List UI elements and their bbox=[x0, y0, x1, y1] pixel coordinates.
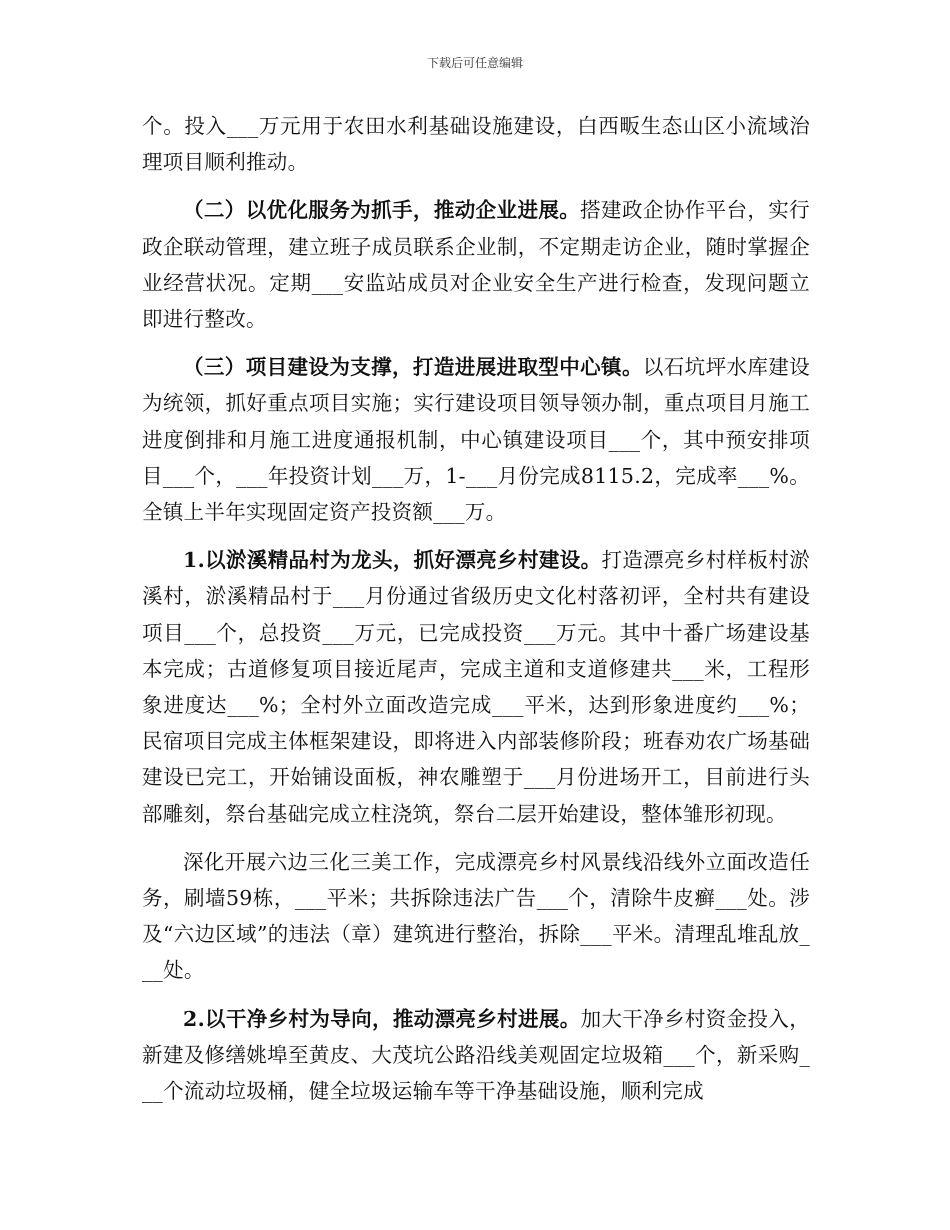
paragraph-4-heading: 1.以淤溪精品村为龙头，抓好漂亮乡村建设。 bbox=[183, 548, 602, 573]
paragraph-2 bbox=[142, 192, 810, 337]
paragraph-3 bbox=[142, 349, 810, 530]
paragraph-2-text: 搭建政企协作平台，实行政企联动管理，建立班子成员联系企业制，不定期走访企业，随时掌握企业经营状况。定期___安监站成员对企业安全生产进行检查，发现问题立即进行整改。 bbox=[142, 198, 810, 332]
paragraph-4 bbox=[142, 542, 810, 832]
paragraph-6 bbox=[142, 1001, 810, 1110]
paragraph-5 bbox=[142, 844, 810, 989]
paragraph-2-heading: （二）以优化服务为抓手，推动企业进展。 bbox=[183, 198, 581, 223]
paragraph-4-text: 打造漂亮乡村样板村淤溪村，淤溪精品村于___月份通过省级历史文化村落初评，全村共有建设项目___个，总投资___万元，已完成投资___万元。其中十番广场建设基本完成；古道修复项目接近尾声，完成主道和支道修建共___米，工程形象进度达___%；全村外立面改造完成___平米，达到形象进度约___%；民宿项目完成主体框架建设，即将进入内部装修阶段；班春劝农广场基础建设已完工，开始铺设面板，神农雕塑于___月份进场开工，目前进行头部雕刻，祭台基础完成立柱浇筑，祭台二层开始建设，整体雏形初现。 bbox=[142, 548, 811, 826]
paragraph-1-text: 个。投入___万元用于农田水利基础设施建设，白西畈生态山区小流域治理项目顺利推动。 bbox=[142, 114, 810, 175]
paragraph-6-heading: 2.以干净乡村为导向，推动漂亮乡村进展。 bbox=[183, 1006, 581, 1031]
page-header-note: 下载后可任意编辑 bbox=[426, 56, 523, 70]
paragraph-5-text: 深化开展六边三化三美工作，完成漂亮乡村风景线沿线外立面改造任务，刷墙59栋，___平米；共拆除违法广告___个，清除牛皮癣___处。涉及“六边区域”的违法（章）建筑进行整治，拆除___平米。清理乱堆乱放___处。 bbox=[142, 849, 810, 983]
paragraph-1 bbox=[142, 108, 810, 180]
document-body bbox=[142, 108, 810, 1121]
paragraph-3-heading: （三）项目建设为支撑，打造进展进取型中心镇。 bbox=[183, 355, 643, 380]
paragraph-6-text: 加大干净乡村资金投入，新建及修缮姚埠至黄皮、大茂坑公路沿线美观固定垃圾箱___个，新采购___个流动垃圾桶，健全垃圾运输车等干净基础设施，顺利完成 bbox=[142, 1006, 810, 1104]
paragraph-3-text: 以石坑坪水库建设为统领，抓好重点项目实施；实行建设项目领导领办制，重点项目月施工进度倒排和月施工进度通报机制，中心镇建设项目___个，其中预安排项目___个，___年投资计划___万，1-___月份完成8115.2，完成率___%。全镇上半年实现固定资产投资额___万。 bbox=[142, 355, 810, 525]
